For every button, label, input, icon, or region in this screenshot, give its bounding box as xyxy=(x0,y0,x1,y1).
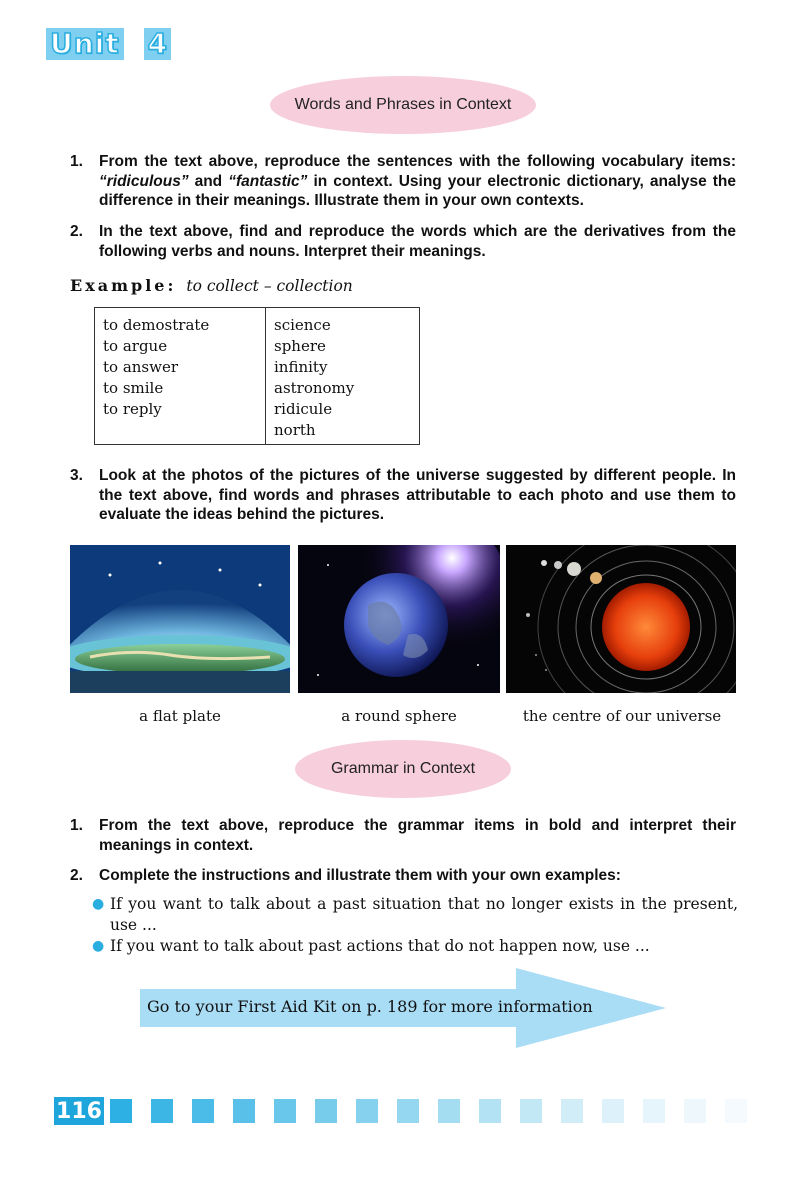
decor-square xyxy=(315,1099,337,1123)
photo-round-sphere xyxy=(298,545,500,693)
earth-illustration xyxy=(298,545,500,693)
decor-square xyxy=(356,1099,378,1123)
task-text-part: and xyxy=(188,172,229,190)
section-title-words-phrases xyxy=(270,76,536,134)
decor-square xyxy=(643,1099,665,1123)
task-text-part: in context. Using your electronic dictionary, analyse the difference in their meanings. Illustrate them in your own contexts. xyxy=(99,172,737,209)
first-aid-kit-reference: Go to your First Aid Kit on p. 189 for more information xyxy=(147,997,593,1016)
vocab-word-ridiculous: “ridiculous” xyxy=(99,172,189,190)
footer-decoration xyxy=(110,1099,766,1123)
decor-square xyxy=(438,1099,460,1123)
vocab-item: to reply xyxy=(103,400,162,418)
vocabulary-table xyxy=(94,307,420,445)
section-title-grammar xyxy=(295,740,511,798)
decor-square xyxy=(602,1099,624,1123)
decor-square xyxy=(684,1099,706,1123)
vocab-item: to demostrate xyxy=(103,316,210,334)
task-number: 2. xyxy=(70,223,83,240)
bullet-text: If you want to talk about past actions that do not happen now, use ... xyxy=(110,937,650,955)
decor-square xyxy=(520,1099,542,1123)
example-text: to collect – collection xyxy=(186,277,353,295)
task-1 xyxy=(70,152,736,211)
vocab-item: to answer xyxy=(103,358,179,376)
vocab-column-verbs xyxy=(95,308,266,444)
vocab-item: ridicule xyxy=(274,400,333,418)
instruction-bullets xyxy=(92,894,738,957)
vocab-word-fantastic: “fantastic” xyxy=(228,172,308,190)
task-text xyxy=(99,152,736,211)
vocab-item: to argue xyxy=(103,337,168,355)
section-title-text: Grammar in Context xyxy=(330,760,476,777)
unit-header xyxy=(46,28,171,60)
task-number: 2. xyxy=(70,867,83,884)
task-text: In the text above, find and reproduce the words which are the derivatives from the following verbs and nouns. Interpret their meanings. xyxy=(99,223,736,260)
task-text: From the text above, reproduce the grammar items in bold and interpret their meanings in context. xyxy=(99,817,736,854)
decor-square xyxy=(151,1099,173,1123)
grammar-task-1 xyxy=(70,816,736,855)
caption-centre-universe: the centre of our universe xyxy=(522,707,722,725)
vocab-item: science xyxy=(274,316,331,334)
bullet-text: If you want to talk about a past situation that no longer exists in the present, use ... xyxy=(110,895,738,934)
task-text-part: From the text above, reproduce the sentences with the following vocabulary items: xyxy=(99,153,736,170)
bullet-dot-icon: ● xyxy=(92,896,105,912)
decor-square xyxy=(192,1099,214,1123)
decor-square xyxy=(561,1099,583,1123)
photo-flat-plate xyxy=(70,545,290,693)
task-number: 3. xyxy=(70,467,83,484)
caption-round-sphere: a round sphere xyxy=(341,707,457,725)
section-title-text: Words and Phrases in Context xyxy=(294,96,512,113)
vocab-item: to smile xyxy=(103,379,164,397)
vocab-item: sphere xyxy=(274,337,326,355)
decor-square xyxy=(233,1099,255,1123)
unit-label: Unit xyxy=(46,28,124,60)
unit-number: 4 xyxy=(144,28,171,60)
decor-square xyxy=(397,1099,419,1123)
task-number: 1. xyxy=(70,817,83,834)
vocab-item: north xyxy=(274,421,316,439)
task-number: 1. xyxy=(70,153,83,170)
caption-flat-plate: a flat plate xyxy=(139,707,221,725)
solar-system-illustration xyxy=(506,545,736,693)
task-text: Look at the photos of the pictures of the universe suggested by different people. In the text above, find words and phrases attributable to each photo and use them to evaluate the ideas behind the pictures. xyxy=(99,467,736,523)
task-2 xyxy=(70,222,736,261)
example-label: Example: xyxy=(70,276,177,295)
task-3 xyxy=(70,466,736,525)
photo-centre-universe xyxy=(506,545,736,693)
decor-square xyxy=(110,1099,132,1123)
bullet-item xyxy=(92,936,738,957)
bullet-dot-icon: ● xyxy=(92,938,105,954)
decor-square xyxy=(479,1099,501,1123)
decor-square xyxy=(274,1099,296,1123)
task-text: Complete the instructions and illustrate them with your own examples: xyxy=(99,867,621,884)
page-number: 116 xyxy=(54,1097,104,1125)
decor-square xyxy=(725,1099,747,1123)
flat-plate-illustration xyxy=(70,545,290,693)
vocab-item: astronomy xyxy=(274,379,355,397)
grammar-task-2 xyxy=(70,866,736,886)
vocab-item: infinity xyxy=(274,358,328,376)
bullet-item xyxy=(92,894,738,936)
vocab-column-nouns xyxy=(266,308,419,444)
example-line xyxy=(70,276,353,295)
